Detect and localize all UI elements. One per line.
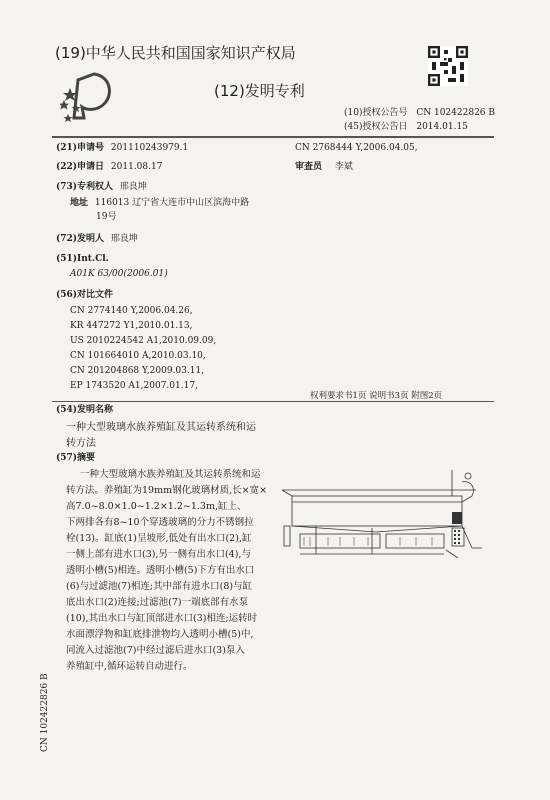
cnipa-logo-icon — [60, 70, 118, 122]
abstract-line: 下两排各有8~10个穿透玻璃的分力不锈钢拉 — [66, 517, 254, 528]
abstract-line: (10),其出水口与缸顶部进水口(3)相连;运转时 — [66, 613, 258, 624]
app-no-label: (21)申请号 — [56, 143, 105, 153]
abstract-line: 水面漂浮物和缸底排泄物均入透明小槽(5)中, — [66, 629, 254, 640]
abstract-line: 透明小槽(5)相连。透明小槽(5)下方有出水口 — [66, 565, 255, 576]
abstract-line: 一种大型玻璃水族养殖缸及其运转系统和运 — [80, 469, 261, 480]
patentee-label: (73)专利权人 — [56, 182, 114, 192]
title-label: (54)发明名称 — [56, 405, 114, 415]
patentee-value: 邢良坤 — [119, 182, 147, 192]
abstract-line: (6)与过滤池(7)相连;其中部有进水口(8)与缸 — [66, 581, 253, 592]
ref-item: CN 101664010 A,2010.03.10, — [70, 351, 206, 361]
middle-rule — [52, 401, 494, 402]
abstract-line: 同流入过滤池(7)中经过滤后进水口(3)泵入 — [66, 645, 245, 656]
pub-number-label: (10)授权公告号 — [344, 108, 408, 118]
side-document-code: CN 102422826 B — [40, 673, 50, 752]
inventor-label: (72)发明人 — [56, 234, 105, 244]
apparatus-drawing — [276, 462, 494, 570]
app-date-label: (22)申请日 — [56, 162, 105, 172]
ref-item: EP 1743520 A1,2007.01.17, — [70, 381, 198, 391]
examiner-label: 审查员 — [295, 162, 323, 172]
abstract-line: 高7.0~8.0×1.0~1.2×1.2~1.3m,缸上、 — [66, 501, 247, 512]
address-line1: 116013 辽宁省大连市中山区滨海中路 — [94, 198, 250, 208]
pub-date-label: (45)授权公告日 — [344, 122, 408, 132]
abstract-line: 一侧上部有进水口(3),另一侧有出水口(4),与 — [66, 549, 251, 560]
qr-code-icon — [428, 46, 468, 86]
title-line: 转方法 — [66, 438, 96, 449]
ref-item: CN 201204868 Y,2009.03.11, — [70, 366, 205, 376]
ref-item: US 2010224542 A1,2010.09.09, — [70, 336, 217, 346]
app-no-value: 201110243979.1 — [110, 143, 189, 153]
abstract-line: 底出水口(2)连接;过滤池(7)一端底部有水泵 — [66, 597, 249, 608]
inventor-value: 邢良坤 — [110, 234, 138, 244]
address-line2: 19号 — [96, 212, 117, 222]
office-title: (19)中华人民共和国国家知识产权局 — [55, 44, 296, 62]
intcl-value: A01K 63/00(2006.01) — [70, 269, 168, 279]
abstract-line: 栓(13)。缸底(1)呈坡形,低处有出水口(2),缸 — [66, 533, 252, 544]
right-ref: CN 2768444 Y,2006.04.05, — [295, 143, 418, 153]
pub-date-value: 2014.01.15 — [416, 122, 468, 132]
examiner-value: 李斌 — [334, 162, 353, 172]
intcl-label: (51)Int.Cl. — [56, 254, 109, 264]
title-line: 一种大型玻璃水族养殖缸及其运转系统和运 — [66, 422, 256, 433]
ref-item: KR 447272 Y1,2010.01.13, — [70, 321, 193, 331]
refs-label: (56)对比文件 — [56, 290, 114, 300]
pages-summary: 权利要求书1页 说明书3页 附图2页 — [310, 391, 443, 401]
abstract-line: 养殖缸中,循环运转自动进行。 — [66, 661, 193, 672]
document-type: (12)发明专利 — [214, 82, 305, 100]
pub-number-value: CN 102422826 B — [416, 108, 495, 118]
address-label: 地址 — [70, 198, 89, 208]
header-rule — [52, 136, 494, 138]
abstract-line: 转方法。养殖缸为19mm钢化玻璃材质,长×宽× — [66, 485, 268, 496]
abstract-label: (57)摘要 — [56, 453, 96, 463]
app-date-value: 2011.08.17 — [110, 162, 163, 172]
ref-item: CN 2774140 Y,2006.04.26, — [70, 306, 193, 316]
